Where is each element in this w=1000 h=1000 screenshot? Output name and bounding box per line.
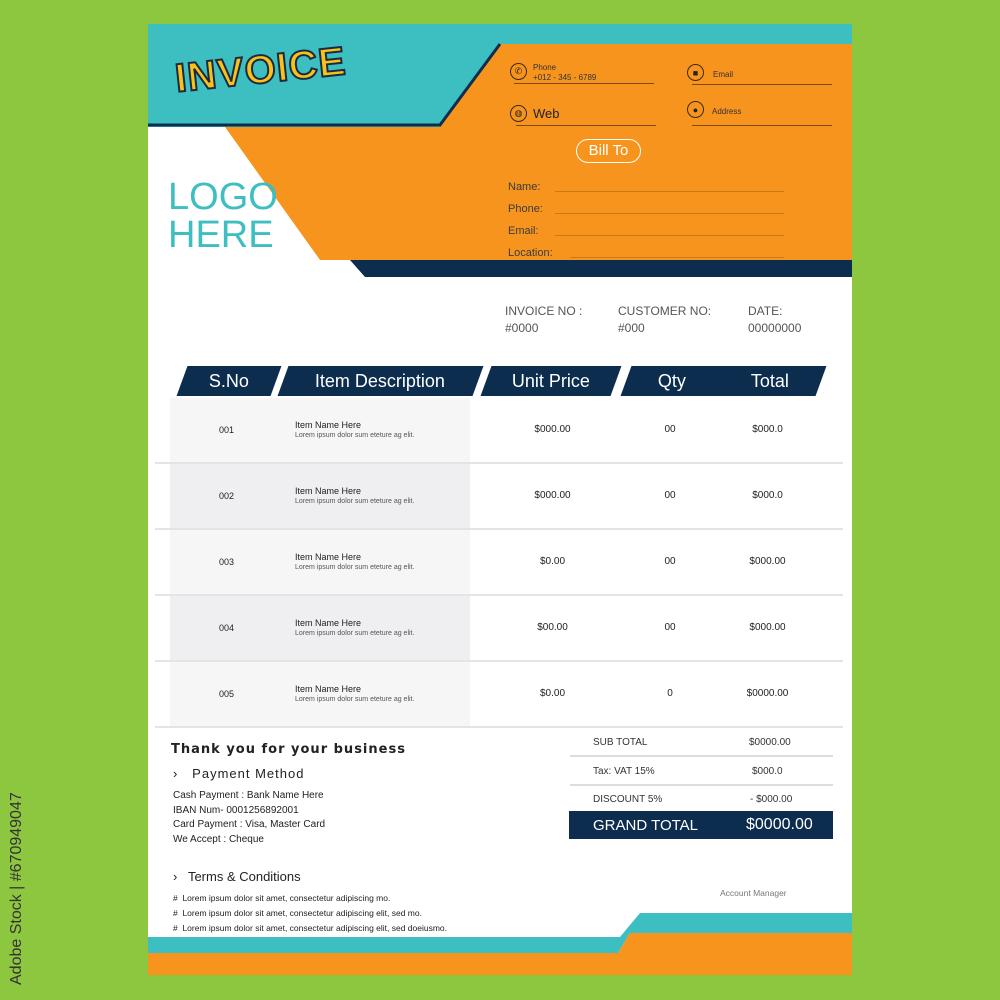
cell-item-name: Item Name Here bbox=[295, 618, 362, 628]
col-header-unit-price: Unit Price bbox=[481, 366, 622, 396]
col-header-sno: S.No bbox=[177, 366, 282, 396]
cell-item-name: Item Name Here bbox=[295, 486, 362, 496]
terms-list: # Lorem ipsum dolor sit amet, consectetur adipiscing mo. # Lorem ipsum dolor sit amet, consectetur adipiscing elit, sed mo. # Lorem ipsum dolor sit amet, consectetur adipiscing elit, sed doeiusmo. bbox=[173, 893, 448, 933]
cell-total: $000.00 bbox=[749, 622, 786, 633]
email-icon: ■ bbox=[687, 64, 704, 81]
cell-sno: 005 bbox=[219, 689, 235, 699]
email-label: Email bbox=[713, 70, 734, 79]
cell-total: $000.00 bbox=[749, 556, 786, 567]
invoice-no-label: INVOICE NO : bbox=[505, 304, 583, 318]
cell-qty: 0 bbox=[667, 688, 673, 699]
cell-qty: 00 bbox=[664, 622, 676, 633]
thanks-text: Thank you for your business bbox=[171, 742, 406, 757]
subtotal-row: SUB TOTAL $0000.00 bbox=[570, 728, 833, 757]
col-header-qty-total: Qty Total bbox=[621, 366, 827, 396]
cell-unit-price: $0.00 bbox=[539, 688, 566, 699]
account-manager-label: Account Manager bbox=[720, 888, 787, 898]
bill-location-label: Location: bbox=[508, 247, 553, 259]
terms-heading: › Terms & Conditions bbox=[173, 869, 301, 884]
invoice-no-value: #0000 bbox=[505, 321, 539, 335]
payment-details: Cash Payment : Bank Name Here IBAN Num- 0001256892001 Card Payment : Visa, Master Card We Accept : Cheque bbox=[173, 790, 326, 845]
cell-item-name: Item Name Here bbox=[295, 684, 362, 694]
cell-sno: 003 bbox=[219, 557, 235, 567]
phone-value: +012 - 345 - 6789 bbox=[533, 73, 597, 82]
phone-icon: ✆ bbox=[510, 63, 527, 80]
cell-qty: 00 bbox=[664, 490, 676, 501]
table-row bbox=[155, 662, 843, 728]
cell-sno: 001 bbox=[219, 425, 235, 435]
cell-total: $0000.00 bbox=[746, 688, 789, 699]
logo-placeholder bbox=[168, 178, 278, 254]
cell-unit-price: $000.00 bbox=[534, 490, 571, 501]
cell-unit-price: $00.00 bbox=[537, 622, 568, 633]
bill-phone-label: Phone: bbox=[508, 203, 543, 215]
location-pin-icon: ● bbox=[687, 101, 704, 118]
date-value: 00000000 bbox=[748, 321, 802, 335]
address-label: Address bbox=[712, 107, 742, 116]
date-label: DATE: bbox=[748, 304, 783, 318]
cell-total: $000.0 bbox=[752, 424, 783, 435]
bill-email-label: Email: bbox=[508, 225, 539, 237]
bill-name-field[interactable] bbox=[555, 191, 784, 192]
stock-id-text: Adobe Stock | #670949047 bbox=[8, 792, 25, 985]
cell-qty: 00 bbox=[664, 424, 676, 435]
invoice-title: INVOICE bbox=[173, 39, 349, 101]
bill-to-badge: Bill To bbox=[576, 139, 641, 163]
cell-unit-price: $000.00 bbox=[534, 424, 571, 435]
cell-item-desc: Lorem ipsum dolor sum eteture ag elit. bbox=[295, 564, 415, 571]
discount-row: DISCOUNT 5% - $000.00 bbox=[593, 794, 793, 805]
cell-total: $000.0 bbox=[752, 490, 783, 501]
cell-item-desc: Lorem ipsum dolor sum eteture ag elit. bbox=[295, 696, 415, 703]
grand-total-row: GRAND TOTAL $0000.00 bbox=[569, 811, 833, 839]
col-header-description: Item Description bbox=[278, 366, 484, 396]
cell-item-name: Item Name Here bbox=[295, 552, 362, 562]
tax-row: Tax: VAT 15% $000.0 bbox=[570, 757, 833, 786]
web-label: Web bbox=[533, 106, 560, 121]
cell-unit-price: $0.00 bbox=[539, 556, 566, 567]
cell-sno: 004 bbox=[219, 623, 235, 633]
table-row bbox=[155, 464, 843, 530]
cell-sno: 002 bbox=[219, 491, 235, 501]
logo-line2: HERE bbox=[168, 214, 274, 256]
bill-location-field[interactable] bbox=[570, 257, 784, 258]
logo-line1: LOGO bbox=[168, 176, 278, 218]
phone-label: Phone bbox=[533, 63, 557, 72]
cell-item-desc: Lorem ipsum dolor sum eteture ag elit. bbox=[295, 630, 415, 637]
payment-method-heading: › Payment Method bbox=[173, 766, 305, 781]
cell-item-name: Item Name Here bbox=[295, 420, 362, 430]
bill-name-label: Name: bbox=[508, 181, 541, 193]
cell-item-desc: Lorem ipsum dolor sum eteture ag elit. bbox=[295, 498, 415, 505]
customer-no-value: #000 bbox=[618, 321, 645, 335]
bill-phone-field[interactable] bbox=[555, 213, 784, 214]
cell-item-desc: Lorem ipsum dolor sum eteture ag elit. bbox=[295, 432, 415, 439]
table-row bbox=[155, 530, 843, 596]
cell-qty: 00 bbox=[664, 556, 676, 567]
table-row bbox=[155, 398, 843, 464]
customer-no-label: CUSTOMER NO: bbox=[618, 304, 712, 318]
globe-icon: ◍ bbox=[510, 105, 527, 122]
bill-email-field[interactable] bbox=[555, 235, 784, 236]
table-row bbox=[155, 596, 843, 662]
